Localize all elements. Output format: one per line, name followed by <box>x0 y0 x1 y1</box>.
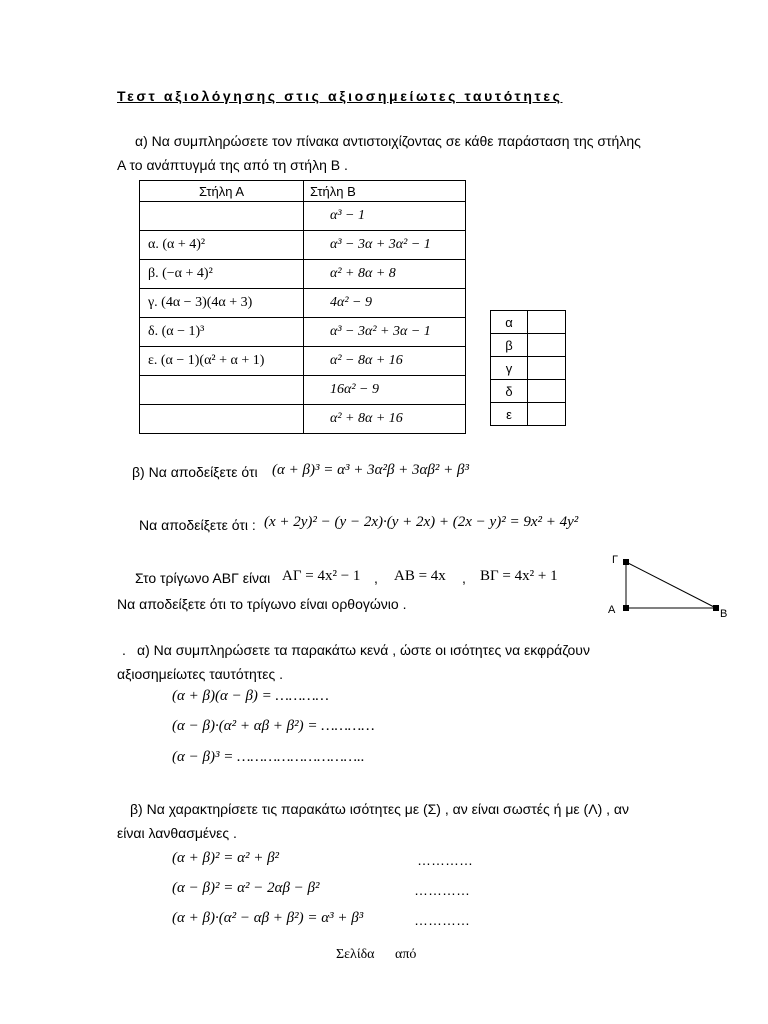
true-false-answer-blank[interactable]: ………… <box>414 912 470 928</box>
table-row <box>140 347 466 376</box>
column-b-header: Στήλη Β <box>304 181 466 202</box>
column-b-cell: 4α² − 9 <box>304 289 466 318</box>
part1-intro-line1: α) Να συμπληρώσετε τον πίνακα αντιστοιχίζοντας σε κάθε παράσταση της στήλης <box>135 133 641 149</box>
answer-cell[interactable] <box>528 403 566 426</box>
triangle-prove-text: Να αποδείξετε ότι το τρίγωνο είναι ορθογώνιο . <box>117 596 407 612</box>
triangle-label: Στο τρίγωνο ΑΒΓ είναι <box>135 570 271 586</box>
column-a-cell <box>140 202 304 231</box>
table-row <box>140 289 466 318</box>
true-false-formula: (α − β)² = α² − 2αβ − β² <box>172 880 320 896</box>
column-b-cell: 16α² − 9 <box>304 376 466 405</box>
prove1-label: β) Να αποδείξετε ότι <box>132 464 258 480</box>
vertex-marker <box>623 605 629 611</box>
answer-row <box>491 380 566 403</box>
vertex-label-a: Α <box>608 604 616 616</box>
vertex-label-g: Γ <box>612 554 619 566</box>
column-a-cell: α. (α + 4)² <box>140 231 304 260</box>
answer-row <box>491 357 566 380</box>
table-row <box>140 260 466 289</box>
vertex-label-b: Β <box>720 608 728 620</box>
column-a-cell: ε. (α − 1)(α² + α + 1) <box>140 347 304 376</box>
answer-row <box>491 403 566 426</box>
answer-row <box>491 334 566 357</box>
matching-table <box>139 180 466 434</box>
column-a-cell: δ. (α − 1)³ <box>140 318 304 347</box>
column-a-cell: β. (−α + 4)² <box>140 260 304 289</box>
triangle-figure <box>600 550 740 625</box>
answer-cell[interactable] <box>528 357 566 380</box>
table-row <box>140 318 466 347</box>
true-false-formula: (α + β)·(α² − αβ + β²) = α³ + β³ <box>172 910 364 926</box>
separator: , <box>462 570 466 586</box>
footer-page-label: Σελίδα <box>336 947 375 962</box>
prove1-formula: (α + β)³ = α³ + 3α²β + 3αβ² + β³ <box>272 462 469 478</box>
answer-cell[interactable] <box>528 311 566 334</box>
part4-line2: είναι λανθασμένες . <box>117 825 237 841</box>
answer-cell[interactable] <box>528 334 566 357</box>
triangle-side-ag: ΑΓ = 4x² − 1 <box>282 568 361 584</box>
prove2-formula: (x + 2y)² − (y − 2x)·(y + 2x) + (2x − y)² = 9x² + 4y² <box>264 514 579 530</box>
answer-label: γ <box>491 357 528 380</box>
answer-cell[interactable] <box>528 380 566 403</box>
page-title: Τεστ αξιολόγησης στις αξιοσημείωτες ταυτότητες <box>117 88 563 104</box>
part3-line2: αξιοσημείωτες ταυτότητες . <box>117 666 284 682</box>
column-b-cell: α³ − 1 <box>304 202 466 231</box>
answer-label: ε <box>491 403 528 426</box>
table-row <box>140 376 466 405</box>
separator: , <box>374 570 378 586</box>
blank-identity-1: (α + β)(α − β) = ………… <box>172 688 329 704</box>
table-row <box>140 405 466 434</box>
column-b-cell: α³ − 3α + 3α² − 1 <box>304 231 466 260</box>
blank-identity-3: (α − β)³ = ……………………….. <box>172 749 365 765</box>
column-b-cell: α² − 8α + 16 <box>304 347 466 376</box>
column-a-cell <box>140 376 304 405</box>
answer-row <box>491 311 566 334</box>
true-false-answer-blank[interactable]: ………… <box>417 852 473 868</box>
column-b-cell: α³ − 3α² + 3α − 1 <box>304 318 466 347</box>
vertex-marker <box>713 605 719 611</box>
part1-intro-line2: Α το ανάπτυγμά της από τη στήλη Β . <box>117 157 348 173</box>
answer-table <box>490 310 566 426</box>
blank-identity-2: (α − β)·(α² + αβ + β²) = ………… <box>172 718 375 734</box>
part3-line1: α) Να συμπληρώσετε τα παρακάτω κενά , ώστε οι ισότητες να εκφράζουν <box>137 642 590 658</box>
column-b-cell: α² + 8α + 8 <box>304 260 466 289</box>
answer-label: α <box>491 311 528 334</box>
true-false-formula: (α + β)² = α² + β² <box>172 850 280 866</box>
column-b-cell: α² + 8α + 16 <box>304 405 466 434</box>
answer-label: β <box>491 334 528 357</box>
vertex-marker <box>623 559 629 565</box>
table-row <box>140 231 466 260</box>
table-row <box>140 202 466 231</box>
triangle-edge <box>626 562 716 608</box>
triangle-side-bg: ΒΓ = 4x² + 1 <box>480 568 558 584</box>
triangle-side-ab: ΑΒ = 4x <box>394 568 446 584</box>
part4-line1: β) Να χαρακτηρίσετε τις παρακάτω ισότητες με (Σ) , αν είναι σωστές ή με (Λ) , αν <box>130 801 629 817</box>
answer-label: δ <box>491 380 528 403</box>
column-a-cell: γ. (4α − 3)(4α + 3) <box>140 289 304 318</box>
column-a-cell <box>140 405 304 434</box>
true-false-answer-blank[interactable]: ………… <box>414 882 470 898</box>
footer-of-label: από <box>395 947 417 962</box>
column-a-header: Στήλη Α <box>140 181 304 202</box>
prove2-label: Να αποδείξετε ότι : <box>139 517 256 533</box>
part3-prefix: . <box>122 642 126 658</box>
